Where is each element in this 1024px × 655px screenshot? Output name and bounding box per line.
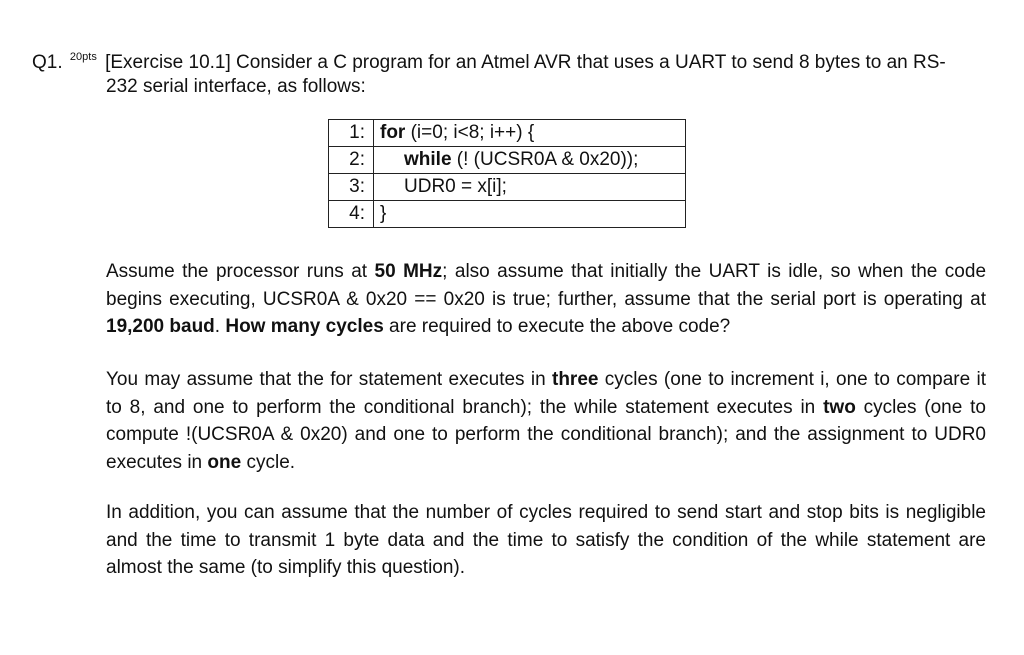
code-line <box>374 174 686 201</box>
line-number: 4: <box>329 201 374 228</box>
question-intro-line2: 232 serial interface, as follows: <box>106 76 366 97</box>
bold-run: two <box>823 396 856 418</box>
text-run: . <box>214 316 226 337</box>
code-table <box>328 119 686 228</box>
text-run: cycles (one to compute !(UCSR0A & 0x20) and one to perform the conditional branch); and the assignment to UDR0 executes in <box>106 396 986 473</box>
code-text: } <box>380 203 387 224</box>
code-row <box>329 120 686 147</box>
text-run: You may assume that the for statement executes in <box>106 369 552 390</box>
code-line <box>374 201 686 228</box>
bold-run: 50 MHz <box>374 261 443 282</box>
line-number: 1: <box>329 120 374 147</box>
question-header <box>32 43 946 77</box>
code-line <box>374 120 686 147</box>
question-intro-line1: [Exercise 10.1] Consider a C program for an Atmel AVR that uses a UART to send 8 bytes to an RS- <box>105 52 946 73</box>
bold-run: three <box>552 369 599 390</box>
additional-assumption-paragraph: In addition, you can assume that the number of cycles required to send start and stop bits is negligible and the time to transmit 1 byte data and the time to satisfy the condition of the while statement are almost the same (to simplify this question). <box>106 502 986 578</box>
text-run: Assume the processor runs at <box>106 261 375 282</box>
points-label: 20pts <box>69 51 97 63</box>
text-run: are required to execute the above code? <box>383 316 731 337</box>
code-text: UDR0 = x[i]; <box>404 176 507 197</box>
code-keyword: while <box>404 149 452 170</box>
bold-run: one <box>207 451 242 473</box>
line-number: 3: <box>329 174 374 201</box>
code-text: (! (UCSR0A & 0x20)); <box>451 149 639 170</box>
text-run: cycle. <box>241 451 296 473</box>
code-row <box>329 147 686 174</box>
text-run: cycles (one to increment i, one to compare it to 8, and one to perform the conditional branch); the while statement executes in <box>106 369 986 418</box>
cycle-assumption-paragraph <box>106 366 986 476</box>
bold-run: How many cycles <box>225 316 384 337</box>
code-row <box>329 201 686 228</box>
code-line <box>374 147 686 174</box>
text-run: ; also assume that initially the UART is idle, so when the code begins executing, UCSR0A & 0x20 == 0x20 is true; further, assume that the serial port is operating at <box>106 261 987 310</box>
code-row <box>329 174 686 201</box>
code-text: (i=0; i<8; i++) { <box>405 122 535 143</box>
bold-run: 19,200 baud <box>106 316 215 337</box>
assumption-paragraph <box>106 258 986 341</box>
question-number: Q1. <box>32 52 63 73</box>
code-keyword: for <box>380 122 406 143</box>
line-number: 2: <box>329 147 374 174</box>
